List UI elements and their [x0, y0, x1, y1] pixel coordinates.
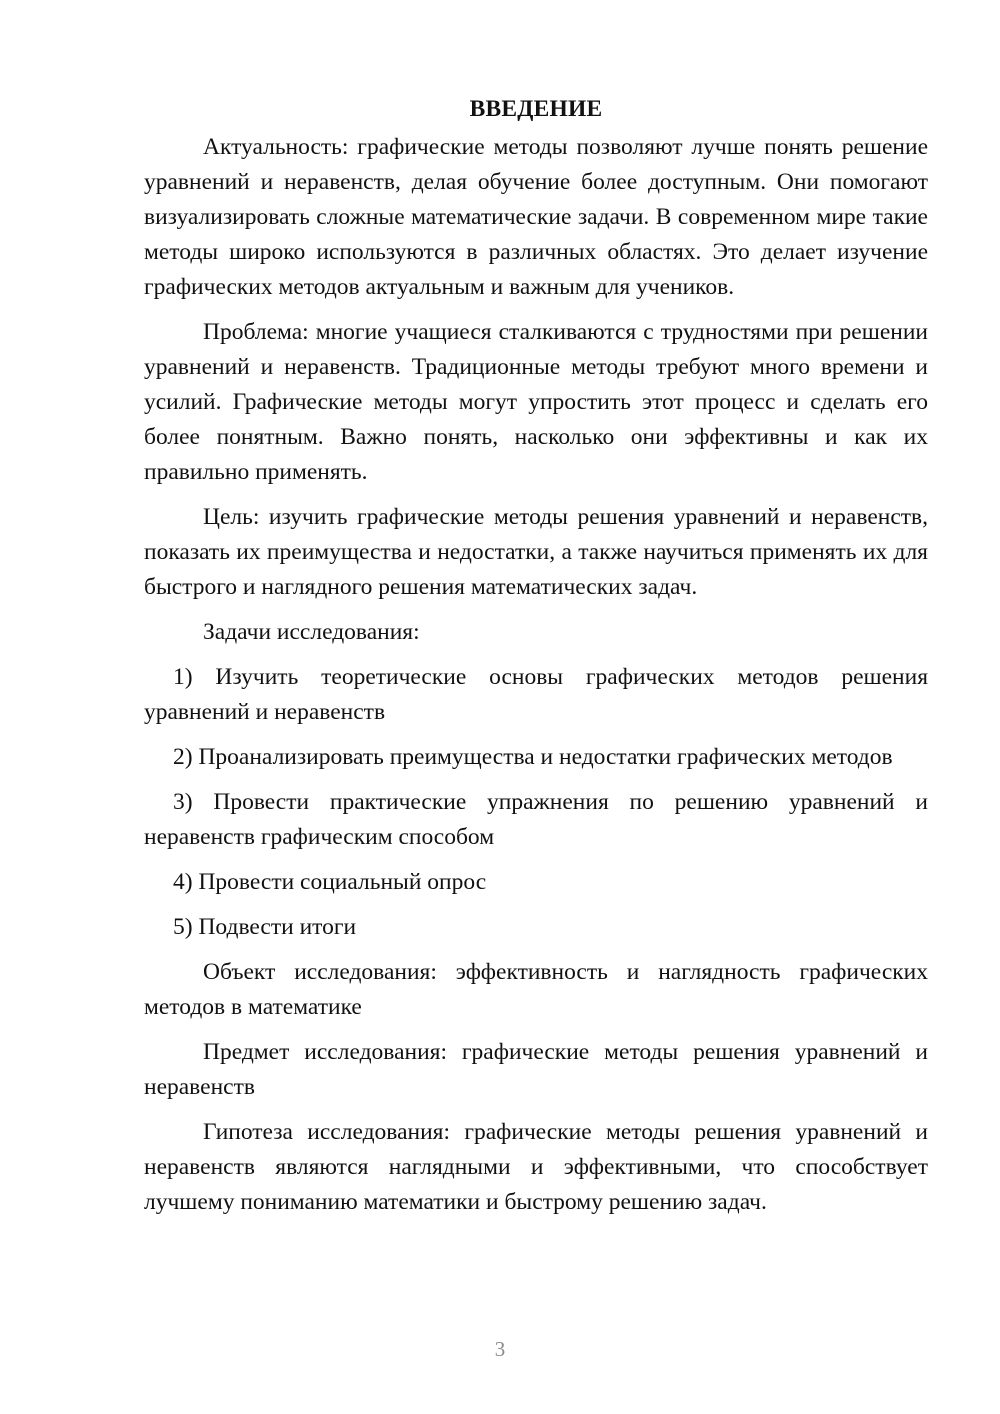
- page-number: 3: [494, 1337, 506, 1361]
- paragraph-object: Объект исследования: эффективность и наглядность графических методов в математике: [144, 959, 928, 1020]
- paragraph-problem: Проблема: многие учащиеся сталкиваются с трудностями при решении уравнений и неравенств. Традиционные методы требуют много времени и усилий. Графические методы могут упростить этот процесс и сделать его более понятным. Важно понять, насколько они эффективны и как их правильно применять.: [144, 319, 928, 485]
- paragraph-hypothesis: Гипотеза исследования: графические методы решения уравнений и неравенств являются наглядными и эффективными, что способствует лучшему пониманию математики и быстрому решению задач.: [144, 1119, 928, 1215]
- list-item: 5) Подвести итоги: [173, 914, 357, 940]
- list-item: 1) Изучить теоретические основы графических методов решения уравнений и неравенств: [144, 664, 928, 725]
- paragraph-subject: Предмет исследования: графические методы решения уравнений и неравенств: [144, 1039, 928, 1100]
- page-content: [144, 92, 928, 1230]
- paragraph-relevance: Актуальность: графические методы позволяют лучше понять решение уравнений и неравенств, делая обучение более доступным. Они помогают визуализировать сложные математические задачи. В современном мире такие методы широко используются в различных областях. Это делает изучение графических методов актуальным и важным для учеников.: [144, 134, 928, 300]
- paragraph-goal: Цель: изучить графические методы решения уравнений и неравенств, показать их преимущества и недостатки, а также научиться применять их для быстрого и наглядного решения математических задач.: [144, 504, 928, 600]
- list-item: 3) Провести практические упражнения по решению уравнений и неравенств графическим способом: [144, 789, 928, 850]
- section-title: ВВЕДЕНИЕ: [469, 96, 603, 122]
- paragraph-tasks-heading: Задачи исследования:: [203, 619, 420, 645]
- list-item: 4) Провести социальный опрос: [173, 869, 487, 895]
- list-item: 2) Проанализировать преимущества и недостатки графических методов: [173, 744, 893, 770]
- tasks-list: [144, 660, 928, 945]
